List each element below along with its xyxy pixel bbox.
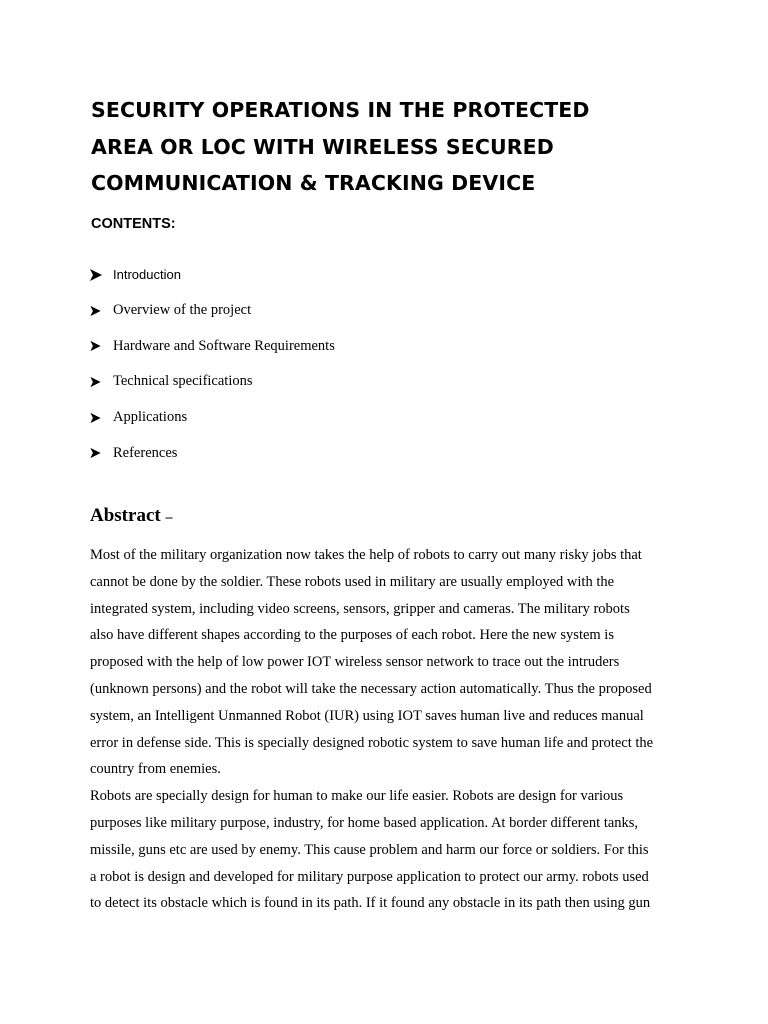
contents-item (89, 400, 335, 436)
body-line: system, an Intelligent Unmanned Robot (IUR) using IOT saves human live and reduces manual (90, 707, 644, 724)
arrowhead-bullet-icon (89, 376, 113, 388)
arrowhead-bullet-icon (89, 305, 113, 317)
body-line: missile, guns etc are used by enemy. This cause problem and harm our force or soldiers. For this (90, 841, 649, 858)
title-line: AREA OR LOC WITH WIRELESS SECURED (91, 134, 554, 159)
contents-item (89, 328, 335, 364)
title-line: COMMUNICATION & TRACKING DEVICE (91, 171, 536, 195)
body-line: purposes like military purpose, industry, for home based application. At border different tanks, (90, 814, 639, 831)
contents-item-label: Introduction (113, 267, 181, 283)
arrowhead-bullet-icon (89, 447, 113, 459)
arrowhead-bullet-icon (89, 412, 113, 424)
contents-item-label: Hardware and Software Requirements (113, 337, 335, 354)
title-line: SECURITY OPERATIONS IN THE PROTECTED (91, 98, 590, 122)
contents-item-label: Overview of the project (113, 302, 252, 319)
body-line: country from enemies. (90, 761, 221, 778)
body-line: (unknown persons) and the robot will take the necessary action automatically. Thus the proposed (90, 680, 652, 697)
arrowhead-bullet-icon (89, 340, 113, 352)
abstract-heading-dash: – (165, 510, 173, 525)
contents-heading: CONTENTS: (91, 216, 176, 232)
abstract-heading (90, 503, 172, 531)
document-title (91, 92, 711, 202)
body-line: proposed with the help of low power IOT wireless sensor network to trace out the intruders (90, 654, 620, 671)
arrowhead-bullet-icon (89, 268, 113, 282)
body-line: to detect its obstacle which is found in its path. If it found any obstacle in its path then using gun (90, 895, 651, 912)
body-line: also have different shapes according to the purposes of each robot. Here the new system is (90, 627, 614, 644)
contents-item-label: Technical specifications (113, 373, 253, 390)
contents-item (89, 435, 335, 471)
contents-item-label: References (113, 444, 178, 461)
contents-list (89, 257, 335, 471)
abstract-heading-text: Abstract (90, 505, 161, 526)
body-line: Robots are specially design for human to make our life easier. Robots are design for various (90, 788, 624, 805)
abstract-body (90, 542, 690, 917)
body-line: a robot is design and developed for military purpose application to protect our army. robots used (90, 868, 649, 885)
contents-item (89, 257, 335, 293)
contents-item-label: Applications (113, 409, 188, 426)
body-line: error in defense side. This is specially designed robotic system to save human life and protect the (90, 734, 654, 751)
contents-item (89, 293, 335, 329)
body-line: cannot be done by the soldier. These robots used in military are usually employed with the (90, 573, 615, 590)
contents-item (89, 364, 335, 400)
body-line: integrated system, including video screens, sensors, gripper and cameras. The military robots (90, 600, 630, 617)
body-line: Most of the military organization now takes the help of robots to carry out many risky jobs that (90, 547, 642, 563)
